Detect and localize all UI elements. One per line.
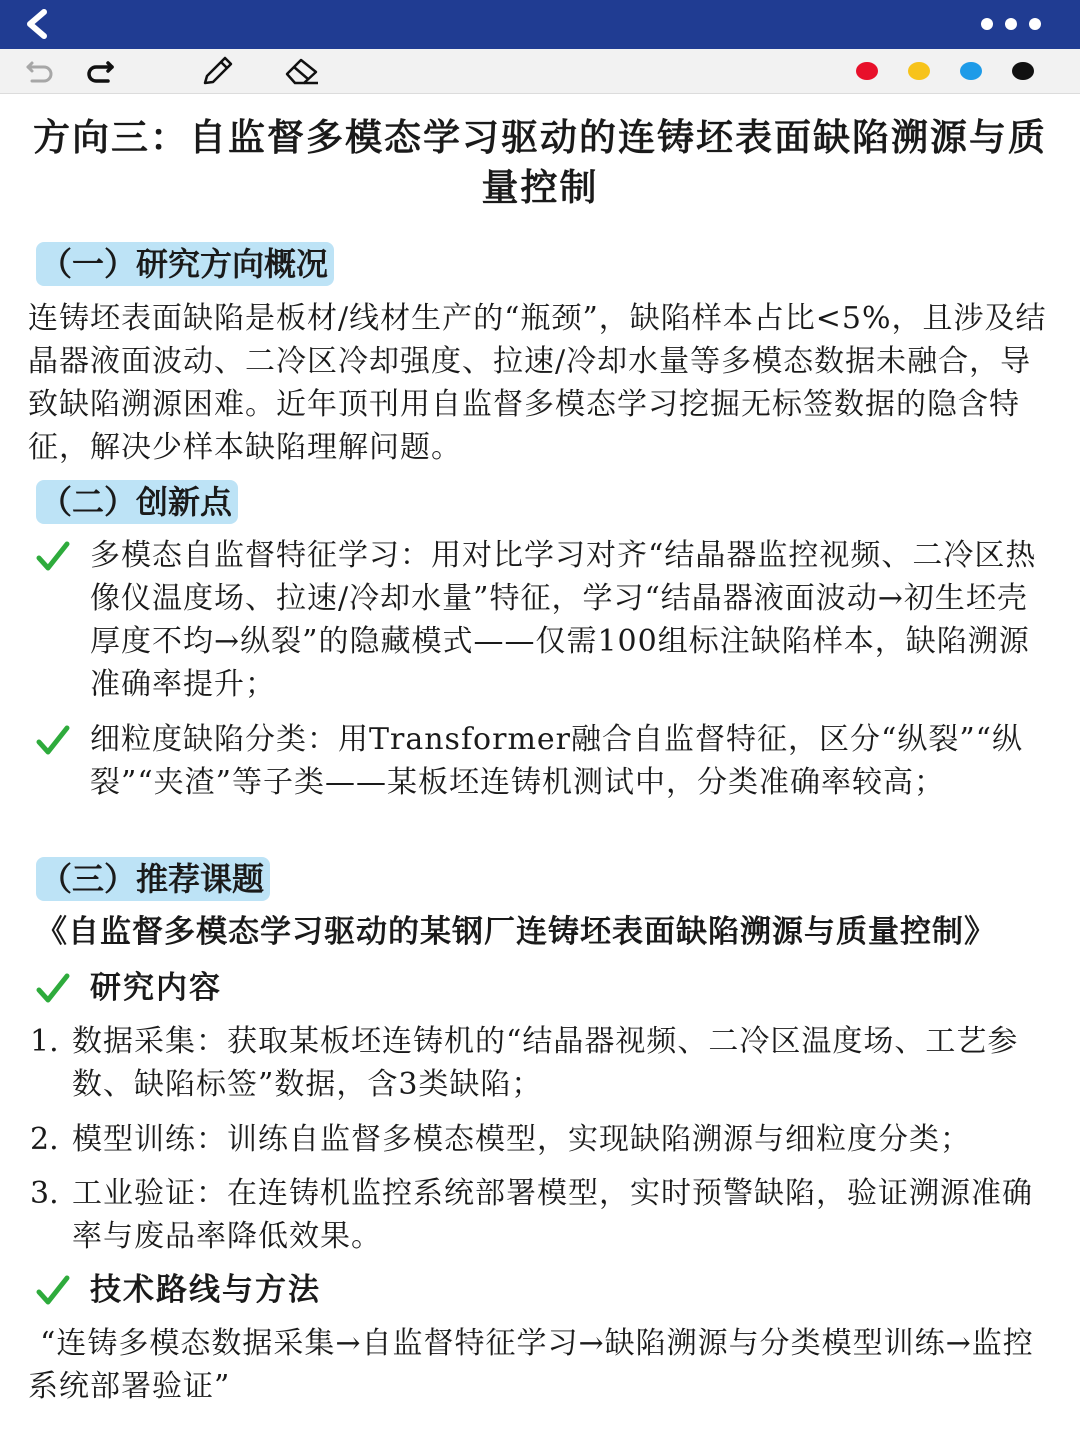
color-swatch-black[interactable]: [1012, 62, 1034, 80]
check-icon: [36, 972, 70, 1006]
recommended-topic-title: 《自监督多模态学习驱动的某钢厂连铸坯表面缺陷溯源与质量控制》: [36, 914, 996, 950]
innovation-bullet-text: 多模态自监督特征学习：用对比学习对齐“结晶器监控视频、二冷区热像仪温度场、拉速/冷却水量”特征，学习“结晶器液面波动→初生坯壳厚度不均→纵裂”的隐藏模式——仅需100组标注缺陷样本，缺陷溯源准确率提升；: [90, 538, 1037, 702]
research-content-label: 研究内容: [90, 970, 222, 1006]
more-dots-icon: [978, 12, 1044, 36]
check-icon: [36, 1274, 70, 1308]
check-icon: [36, 540, 70, 574]
list-item-text: 数据采集：获取某板坯连铸机的“结晶器视频、二冷区温度场、工艺参数、缺陷标签”数据，含3类缺陷；: [72, 1024, 1019, 1102]
tech-route-heading: [36, 1268, 636, 1312]
list-item-text: 模型训练：训练自监督多模态模型，实现缺陷溯源与细粒度分类；: [72, 1122, 971, 1157]
innovation-bullet: [36, 534, 1066, 714]
innovation-bullet-text: 细粒度缺陷分类：用Transformer融合自监督特征，区分“纵裂”“纵裂”“夹渣”等子类——某板坯连铸机测试中，分类准确率较高；: [90, 722, 1024, 800]
tech-route-label: 技术路线与方法: [90, 1272, 321, 1308]
eraser-icon: [284, 55, 320, 87]
color-swatch-yellow[interactable]: [908, 62, 930, 80]
redo-icon: [82, 55, 116, 87]
section-heading-recommended: （三）推荐课题: [36, 857, 270, 901]
list-item-number: 3.: [30, 1176, 59, 1211]
pen-icon: [200, 55, 234, 87]
back-button[interactable]: [18, 6, 58, 42]
section-heading-overview: （一）研究方向概况: [36, 242, 334, 286]
pen-button[interactable]: [200, 55, 234, 87]
undo-icon: [24, 55, 58, 87]
more-options-button[interactable]: [978, 12, 1044, 36]
chevron-left-icon: [18, 6, 58, 42]
overview-paragraph: 连铸坯表面缺陷是板材/线材生产的“瓶颈”，缺陷样本占比<5%，且涉及结晶器液面波动、二冷区冷却强度、拉速/冷却水量等多模态数据未融合，导致缺陷溯源困难。近年顶刊用自监督多模态学习挖掘无标签数据的隐含特征，解决少样本缺陷理解问题。: [28, 301, 1047, 465]
check-icon: [36, 724, 70, 758]
innovation-bullet: [36, 718, 1066, 850]
research-content-heading: [36, 966, 636, 1010]
list-item-number: 1.: [30, 1024, 59, 1059]
tech-route-text: “连铸多模态数据采集→自监督特征学习→缺陷溯源与分类模型训练→监控系统部署验证”: [28, 1326, 1034, 1404]
list-item-number: 2.: [30, 1122, 59, 1157]
redo-button[interactable]: [82, 55, 116, 87]
top-app-bar: [0, 0, 1080, 49]
color-swatch-blue[interactable]: [960, 62, 982, 80]
eraser-button[interactable]: [284, 55, 318, 87]
document-title: 方向三：自监督多模态学习驱动的连铸坯表面缺陷溯源与质量控制: [33, 115, 1047, 209]
color-swatch-red[interactable]: [856, 62, 878, 80]
undo-button[interactable]: [24, 55, 58, 87]
list-item-text: 工业验证：在连铸机监控系统部署模型，实时预警缺陷，验证溯源准确率与废品率降低效果。: [72, 1176, 1033, 1254]
section-heading-innovation: （二）创新点: [36, 480, 238, 524]
